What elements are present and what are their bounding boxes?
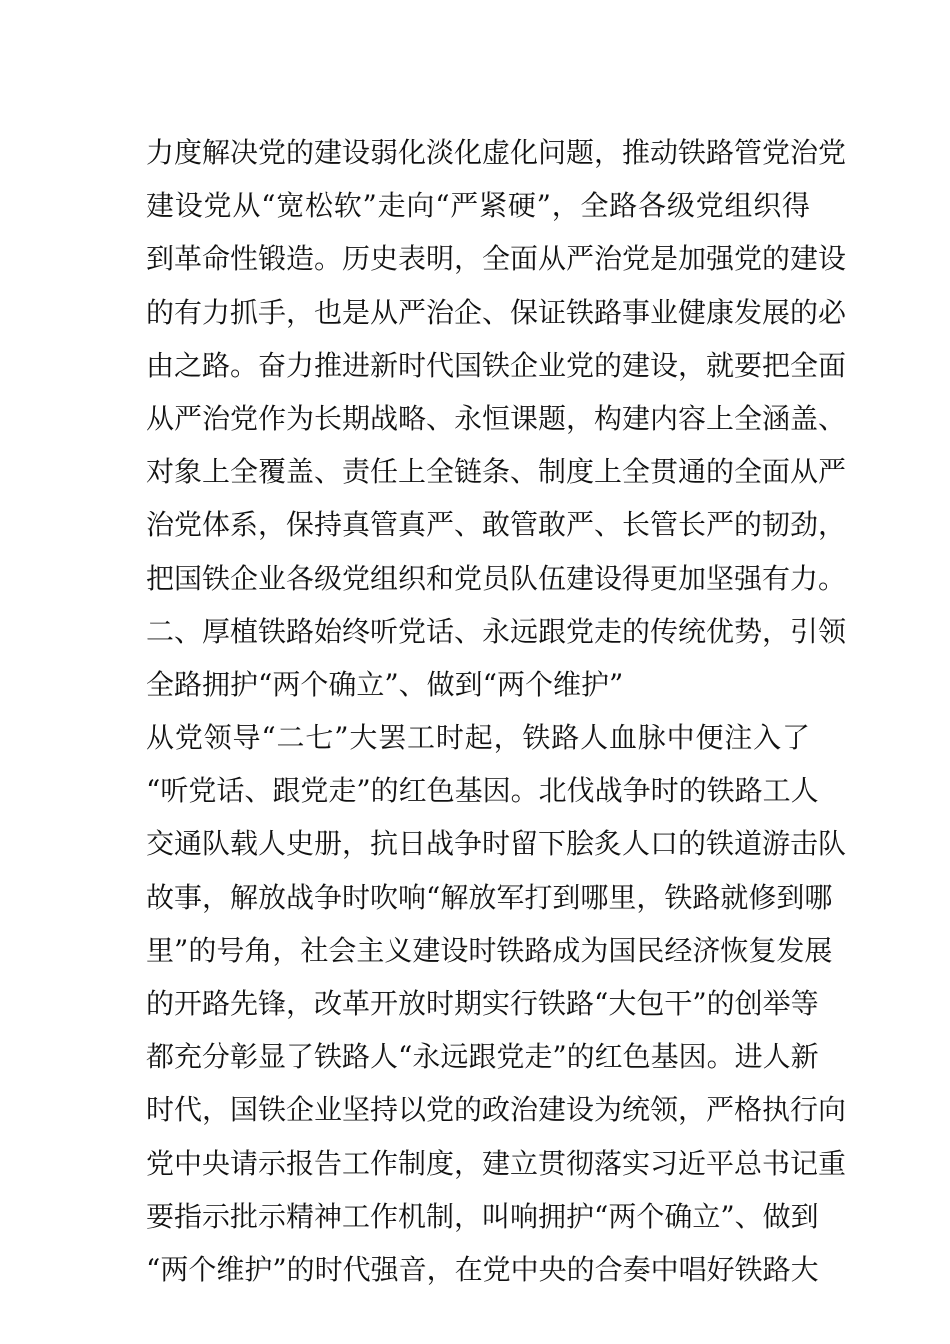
section-heading-line-2: 全路拥护“两个确立”、做到“两个维护” [146, 667, 624, 701]
text-line-21: 要指示批示精神工作机制，叫响拥护“两个确立”、做到 [146, 1199, 819, 1233]
text-line-20: 党中央请示报告工作制度，建立贯彻落实习近平总书记重 [146, 1146, 847, 1180]
text-line-18: 都充分彰显了铁路人“永远跟党走”的红色基因。进人新 [146, 1040, 819, 1074]
text-line-7: 对象上全覆盖、责任上全链条、制度上全贯通的全面从严 [146, 455, 847, 489]
text-line-1: 力度解决党的建设弱化淡化虚化问题，推动铁路管党治党 [146, 136, 847, 169]
text-line-17: 的开路先锋，改革开放时期实行铁路“大包干”的创举等 [146, 987, 819, 1020]
text-line-14: 交通队载人史册，抗日战争时留下脍炙人口的铁道游击队 [146, 827, 847, 861]
text-line-4: 的有力抓手，也是从严治企、保证铁路事业健康发展的必 [146, 295, 847, 329]
text-line-16: 里”的号角，社会主义建设时铁路成为国民经济恢复发展 [146, 933, 833, 967]
text-line-13: “听党话、跟党走”的红色基因。北伐战争时的铁路工人 [146, 774, 819, 808]
section-heading-line-1: 二、厚植铁路始终听党话、永远跟党走的传统优势，引领 [146, 614, 847, 648]
text-line-22: “两个维护”的时代强音，在党中央的合奏中唱好铁路大 [146, 1252, 819, 1286]
text-line-12: 从党领导“二七”大罢工时起，铁路人血脉中便注入了 [146, 721, 810, 755]
text-line-15: 故事，解放战争时吹响“解放军打到哪里，铁路就修到哪 [146, 880, 833, 914]
text-line-8: 治党体系，保持真管真严、敢管敢严、长管长严的韧劲， [146, 508, 847, 542]
text-line-19: 时代，国铁企业坚持以党的政治建设为统领，严格执行向 [146, 1093, 847, 1127]
body-text [146, 126, 847, 1296]
text-line-3: 到革命性锻造。历史表明，全面从严治党是加强党的建设 [146, 242, 847, 276]
text-line-6: 从严治党作为长期战略、永恒课题，构建内容上全涵盖、 [146, 401, 847, 435]
text-line-5: 由之路。奋力推进新时代国铁企业党的建设，就要把全面 [146, 348, 847, 382]
text-line-9: 把国铁企业各级党组织和党员队伍建设得更加坚强有力。 [146, 561, 847, 595]
text-line-2: 建设党从“宽松软”走向“严紧硬”，全路各级党组织得 [146, 189, 810, 223]
